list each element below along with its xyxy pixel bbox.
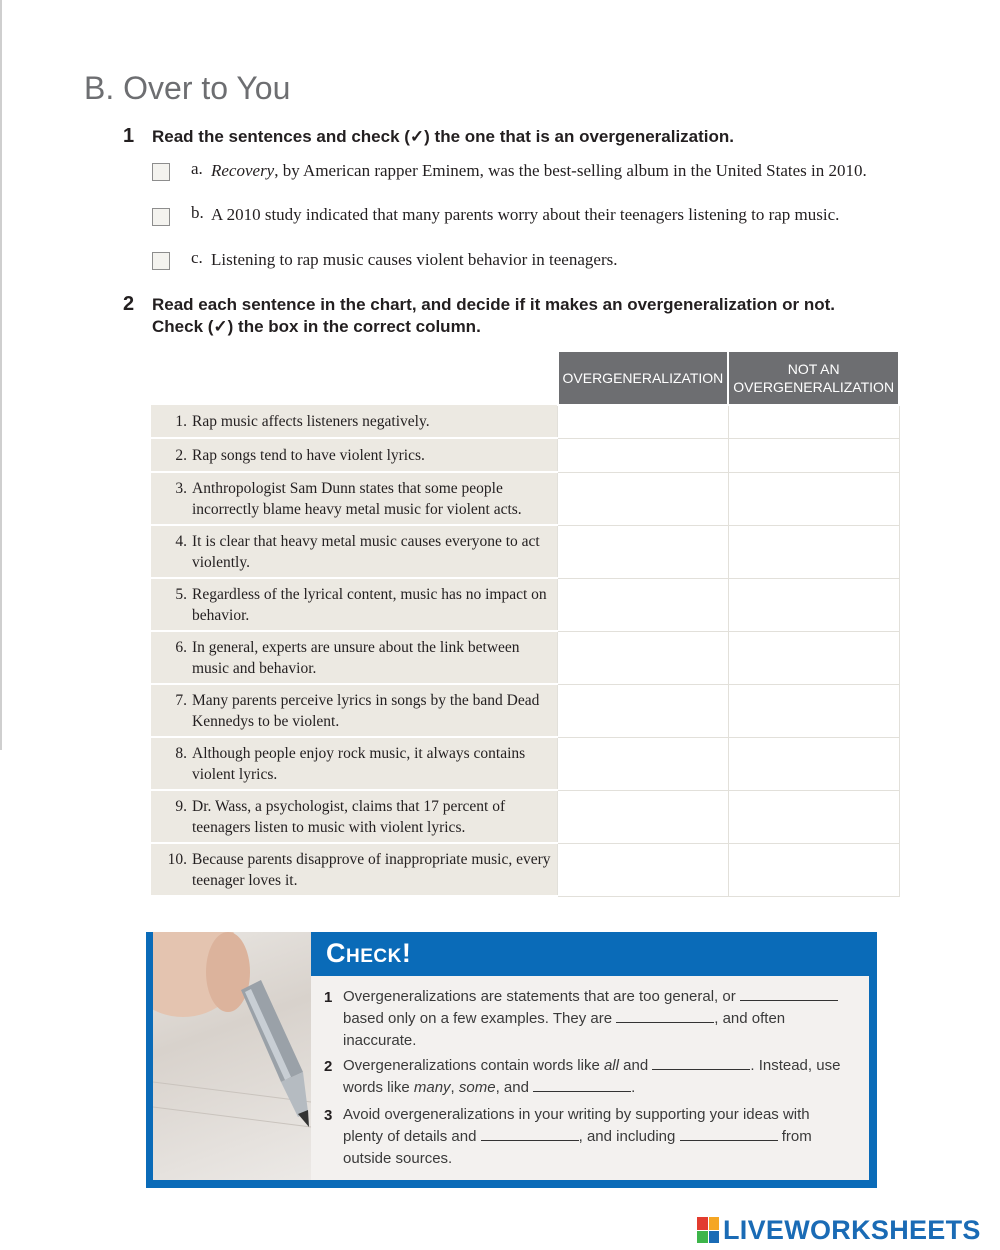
overgeneralization-checkbox[interactable] <box>558 525 729 578</box>
check-text: and <box>623 1057 649 1074</box>
check-text: Overgeneralizations contain words like <box>343 1057 600 1074</box>
question-2-prompt-line1: Read each sentence in the chart, and decide if it makes an overgeneralization or not. <box>152 295 836 314</box>
option-a-letter: a. <box>191 159 203 178</box>
question-1-number: 1 <box>123 125 135 147</box>
liveworksheets-logo <box>697 1215 981 1245</box>
page-edge-line <box>0 0 2 750</box>
overgeneralization-checkbox[interactable] <box>558 631 729 684</box>
overgeneralization-checkbox[interactable] <box>558 438 729 472</box>
row-number: 10. <box>167 850 187 868</box>
not-overgeneralization-checkbox[interactable] <box>728 472 899 525</box>
option-a-checkbox[interactable] <box>152 163 170 181</box>
option-a-text <box>211 159 881 182</box>
statement-text: It is clear that heavy metal music causes everyone to act violently. <box>192 532 540 571</box>
row-number: 1. <box>175 412 187 430</box>
statement-cell <box>151 790 558 843</box>
check-text: , and including <box>578 1128 676 1145</box>
overgeneralization-checkbox[interactable] <box>558 843 729 896</box>
not-overgeneralization-checkbox[interactable] <box>728 790 899 843</box>
statement-cell <box>151 631 558 684</box>
row-number: 7. <box>175 691 187 709</box>
statement-cell <box>151 737 558 790</box>
blank-input[interactable] <box>533 1079 631 1092</box>
check-text: . <box>631 1079 636 1096</box>
statement-cell <box>151 405 558 438</box>
table-row <box>151 737 899 790</box>
check-italic: many <box>413 1079 451 1096</box>
table-row <box>151 578 899 631</box>
check-text: , and <box>495 1079 529 1096</box>
option-c-checkbox[interactable] <box>152 252 170 270</box>
question-2-number: 2 <box>123 293 135 315</box>
check-item-2-text <box>343 1055 843 1099</box>
col-not-overgeneralization <box>728 351 899 405</box>
section-title: B. Over to You <box>84 70 291 106</box>
table-row <box>151 684 899 737</box>
statement-text: Dr. Wass, a psychologist, claims that 17 percent of teenagers listen to music with violent lyrics. <box>192 797 506 836</box>
check-text: . Instead, use words like <box>343 1057 841 1096</box>
check-title: Check! <box>326 938 412 968</box>
statement-text: Rap songs tend to have violent lyrics. <box>192 446 425 464</box>
blank-input[interactable] <box>481 1128 579 1141</box>
overgeneralization-checkbox[interactable] <box>558 405 729 438</box>
question-1-prompt: Read the sentences and check (✓) the one that is an overgeneralization. <box>152 127 735 146</box>
overgeneralization-chart <box>151 350 900 897</box>
statement-text: Anthropologist Sam Dunn states that some people incorrectly blame heavy metal music for violent acts. <box>192 479 522 518</box>
table-row <box>151 525 899 578</box>
check-italic: all <box>603 1057 619 1074</box>
table-row <box>151 631 899 684</box>
question-2-prompt <box>152 294 872 338</box>
not-overgeneralization-checkbox[interactable] <box>728 525 899 578</box>
check-text: , <box>450 1079 455 1096</box>
not-overgeneralization-checkbox[interactable] <box>728 578 899 631</box>
overgeneralization-checkbox[interactable] <box>558 790 729 843</box>
statement-text: Although people enjoy rock music, it always contains violent lyrics. <box>192 744 526 783</box>
statement-cell <box>151 525 558 578</box>
statement-text: Rap music affects listeners negatively. <box>192 412 430 430</box>
col-overgeneralization: OVERGENERALIZATION <box>558 351 729 405</box>
overgeneralization-checkbox[interactable] <box>558 684 729 737</box>
logo-mark-icon <box>697 1217 719 1243</box>
not-overgeneralization-checkbox[interactable] <box>728 684 899 737</box>
statement-text: Regardless of the lyrical content, music has no impact on behavior. <box>192 585 547 624</box>
not-overgeneralization-checkbox[interactable] <box>728 631 899 684</box>
check-italic: some <box>458 1079 496 1096</box>
option-b-letter: b. <box>191 203 204 222</box>
col2-line1: NOT AN <box>787 361 840 377</box>
statement-text: In general, experts are unsure about the link between music and behavior. <box>192 638 520 677</box>
check-item-1-number: 1 <box>324 989 333 1006</box>
table-row <box>151 790 899 843</box>
row-number: 8. <box>175 744 187 762</box>
check-item-2-number: 2 <box>324 1058 333 1075</box>
not-overgeneralization-checkbox[interactable] <box>728 843 899 896</box>
statement-cell <box>151 472 558 525</box>
logo-text: LIVEWORKSHEETS <box>723 1214 981 1245</box>
table-row <box>151 405 899 438</box>
overgeneralization-checkbox[interactable] <box>558 737 729 790</box>
option-b-checkbox[interactable] <box>152 208 170 226</box>
row-number: 2. <box>175 446 187 464</box>
pen-writing-photo <box>153 932 311 1180</box>
pen-illustration <box>153 932 311 1180</box>
statement-text: Many parents perceive lyrics in songs by the band Dead Kennedys to be violent. <box>192 691 540 730</box>
table-row <box>151 438 899 472</box>
blank-input[interactable] <box>616 1010 714 1023</box>
question-2-prompt-line2: Check (✓) the box in the correct column. <box>152 317 481 336</box>
check-text: from outside sources. <box>343 1128 812 1167</box>
option-c-letter: c. <box>191 248 203 267</box>
check-text: , and often inaccurate. <box>343 1010 786 1049</box>
check-text: Overgeneralizations are statements that are too general, or <box>343 988 736 1005</box>
blank-input[interactable] <box>740 988 838 1001</box>
statement-cell <box>151 578 558 631</box>
option-a-body: , by American rapper Eminem, was the best-selling album in the United States in 2010. <box>274 161 867 180</box>
overgeneralization-checkbox[interactable] <box>558 472 729 525</box>
option-c-text: Listening to rap music causes violent behavior in teenagers. <box>211 250 618 269</box>
col2-line2: OVERGENERALIZATION <box>733 379 895 395</box>
check-text: based only on a few examples. They are <box>343 1010 613 1027</box>
check-item-3-number: 3 <box>324 1107 333 1124</box>
row-number: 3. <box>175 479 187 497</box>
album-title: Recovery <box>211 161 275 180</box>
table-row <box>151 843 899 896</box>
row-number: 5. <box>175 585 187 603</box>
not-overgeneralization-checkbox[interactable] <box>728 438 899 472</box>
check-item-1-text <box>343 986 843 1052</box>
statement-cell <box>151 843 558 896</box>
row-number: 9. <box>175 797 187 815</box>
row-number: 4. <box>175 532 187 550</box>
blank-input[interactable] <box>680 1128 778 1141</box>
option-b-text: A 2010 study indicated that many parents worry about their teenagers listening to rap music. <box>211 205 840 224</box>
statement-cell <box>151 438 558 472</box>
not-overgeneralization-checkbox[interactable] <box>728 405 899 438</box>
check-text: Avoid overgeneralizations in your writing by supporting your ideas with plenty of details and <box>343 1106 810 1145</box>
check-item-3-text <box>343 1104 843 1170</box>
table-row <box>151 472 899 525</box>
not-overgeneralization-checkbox[interactable] <box>728 737 899 790</box>
statement-text: Because parents disapprove of inappropriate music, every teenager loves it. <box>192 850 551 889</box>
chart-corner <box>151 351 257 400</box>
overgeneralization-checkbox[interactable] <box>558 578 729 631</box>
statement-cell <box>151 684 558 737</box>
row-number: 6. <box>175 638 187 656</box>
blank-input[interactable] <box>652 1057 750 1070</box>
